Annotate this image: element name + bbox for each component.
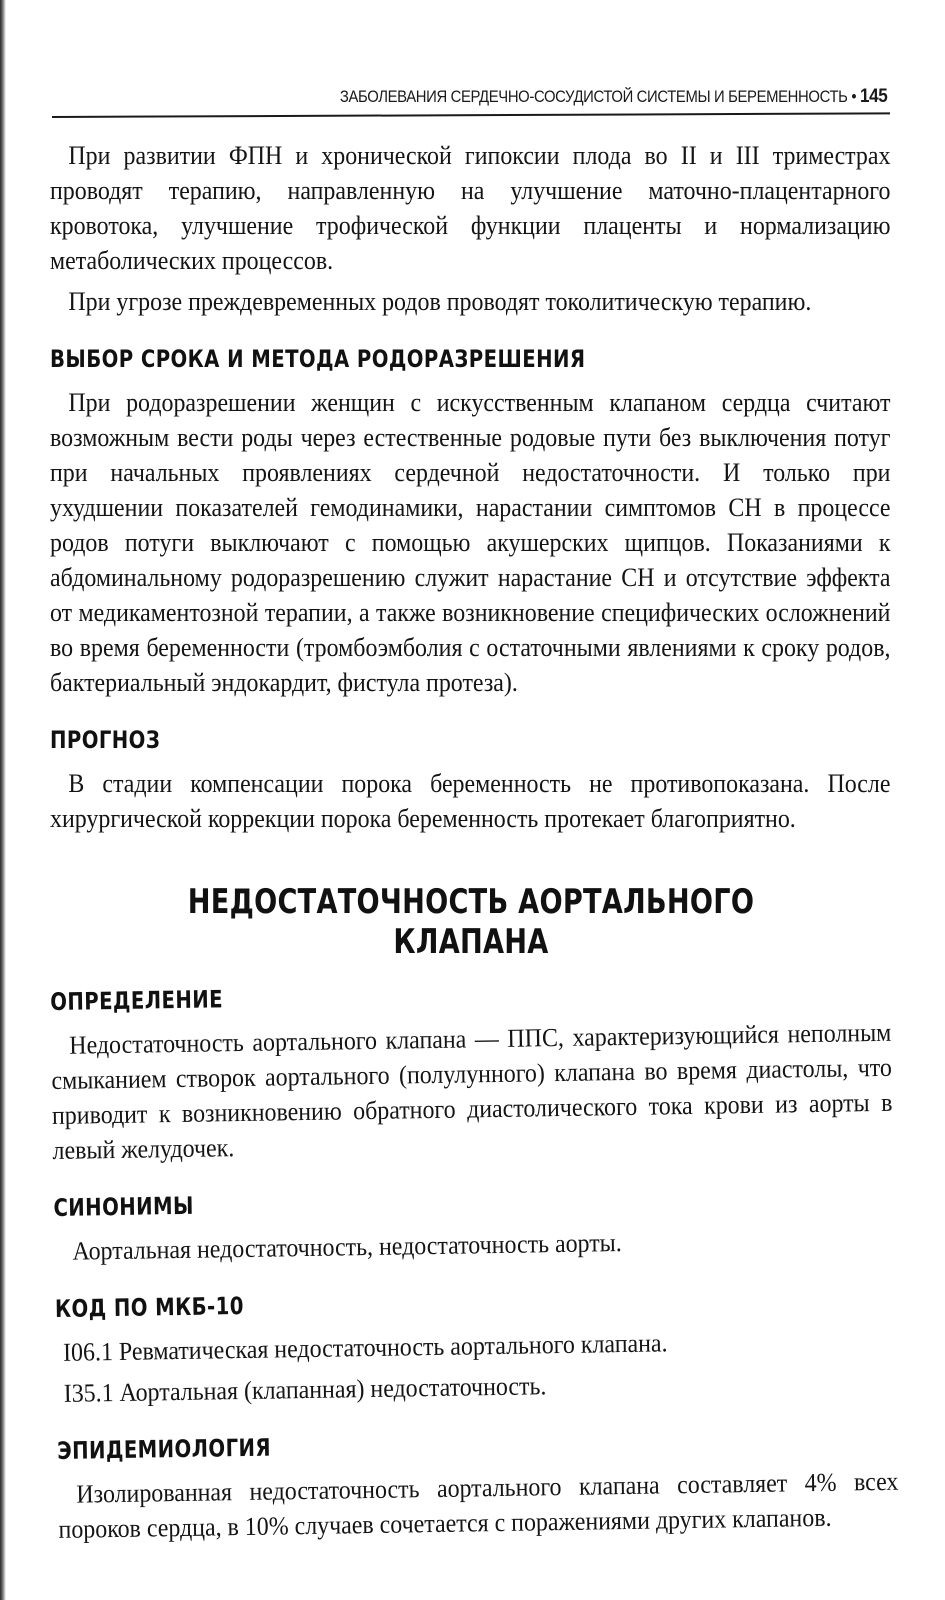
running-title: ЗАБОЛЕВАНИЯ СЕРДЕЧНО-СОСУДИСТОЙ СИСТЕМЫ И БЕРЕМЕННОСТЬ <box>339 88 848 106</box>
paragraph-synonyms: Аортальная недостаточность, недостаточность аорты. <box>72 1228 622 1266</box>
paragraph-delivery: При родоразрешении женщин с искусственным клапаном сердца считают возможным вести роды через естественные родовые пути без выключения потуг при начальных проявлениях сердечной недостаточности. И только при ухудшении показателей гемодинамики, нарастании симптомов СН в процессе родов потуги выключают с помощью акушерских щипцов. Показаниями к абдоминальному родоразрешению служит нарастание СН и отсутствие эффекта от медикаментозной терапии, а также возникновение специфических осложнений во время беременности (тромбоэмболия с остаточными явлениями к сроку родов, бактериальный эндокардит, фистула протеза). <box>50 388 891 697</box>
heading-definition: ОПРЕДЕЛЕНИЕ <box>50 985 224 1016</box>
chapter-title: НЕДОСТАТОЧНОСТЬ АОРТАЛЬНОГО КЛАПАНА <box>187 882 755 962</box>
running-header <box>339 86 887 108</box>
paragraph-definition: Недостаточность аортального клапана — ППС, характеризующийся неполным смыканием створок аортального (полулунного) клапана во время диастолы, что приводит к возникновению обратного диастолического тока крови из аорты в левый желудочек. <box>51 1017 893 1165</box>
page-edge-shadow <box>0 0 6 1600</box>
heading-synonyms: СИНОНИМЫ <box>53 1191 194 1222</box>
paragraph-fpn-therapy: При развитии ФПН и хронической гипоксии плода во II и III триместрах проводят терапию, направленную на улучшение маточно-плацентарного кровотока, улучшение трофической функции плаценты и нормализацию метаболических процессов. <box>50 141 891 275</box>
heading-delivery: ВЫБОР СРОКА И МЕТОДА РОДОРАЗРЕШЕНИЯ <box>50 345 586 373</box>
heading-epidemiology: ЭПИДЕМИОЛОГИЯ <box>57 1433 272 1465</box>
heading-icd10: КОД ПО МКБ-10 <box>54 1291 245 1323</box>
icd-code-line: I06.1 Ревматическая недостаточность аортального клапана. <box>62 1328 668 1367</box>
header-rule <box>52 112 890 118</box>
page-content <box>50 138 899 1547</box>
paragraph-prognosis: В стадии компенсации порока беременность не противопоказана. После хирургической коррекции порока беременность протекает благоприятно. <box>50 769 891 833</box>
header-bullet: • <box>850 88 856 106</box>
heading-prognosis: ПРОГНОЗ <box>50 726 161 754</box>
icd-code-line: I35.1 Аортальная (клапанная) недостаточность. <box>63 1371 547 1408</box>
paragraph-epidemiology: Изолированная недостаточность аортального клапана составляет 4% всех пороков сердца, в 10% случаев сочетается с поражениями других клапанов. <box>58 1466 899 1544</box>
lower-section <box>50 975 901 1547</box>
page-number: 145 <box>859 86 887 107</box>
paragraph-tocolytic: При угрозе преждевременных родов проводят токолитическую терапию. <box>68 287 812 316</box>
